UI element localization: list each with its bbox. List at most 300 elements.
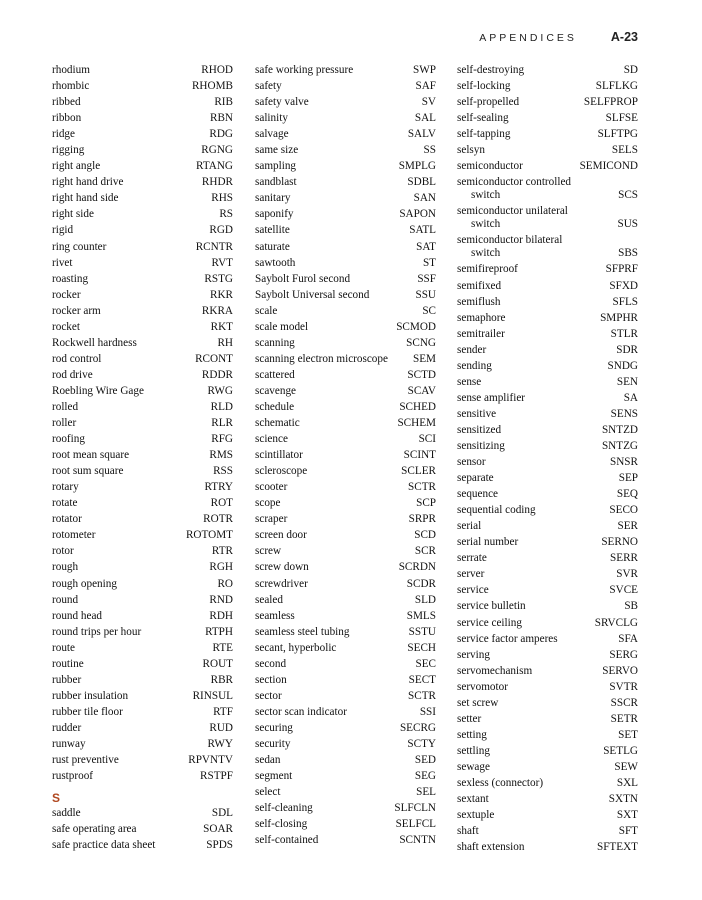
entry-term: scavenge xyxy=(255,384,296,397)
index-entry xyxy=(52,96,233,109)
index-entry xyxy=(255,738,436,751)
index-entry xyxy=(457,80,638,93)
entry-abbreviation: SETLG xyxy=(603,744,638,757)
entry-abbreviation: SCTY xyxy=(407,737,436,750)
entry-abbreviation: SFLS xyxy=(612,295,638,308)
index-entry xyxy=(255,610,436,623)
column-3 xyxy=(457,64,638,857)
entry-abbreviation: SXT xyxy=(616,809,638,822)
entry-abbreviation: RGH xyxy=(209,561,233,574)
index-entry xyxy=(255,497,436,510)
entry-term-continuation: switch xyxy=(471,247,501,260)
index-entry xyxy=(255,144,436,157)
entry-term: rust preventive xyxy=(52,754,119,767)
index-entry xyxy=(457,745,638,758)
entry-term: rough opening xyxy=(52,577,117,590)
entry-abbreviation: SNDG xyxy=(607,359,638,372)
entry-abbreviation: SCTD xyxy=(407,368,436,381)
entry-term: schedule xyxy=(255,400,295,413)
entry-term: scattered xyxy=(255,368,295,381)
index-entry xyxy=(255,690,436,703)
entry-abbreviation: SFXD xyxy=(609,279,638,292)
entry-term: sewage xyxy=(457,760,490,773)
index-entry xyxy=(255,754,436,767)
entry-abbreviation: RKRA xyxy=(201,304,233,317)
entry-term: roofing xyxy=(52,433,85,446)
index-entry xyxy=(457,568,638,581)
entry-term: roasting xyxy=(52,272,89,285)
index-entry xyxy=(457,112,638,125)
entry-abbreviation: SEN xyxy=(616,375,638,388)
entry-term: serial xyxy=(457,520,482,533)
index-entry xyxy=(457,424,638,437)
index-entry xyxy=(255,561,436,574)
entry-term: section xyxy=(255,673,287,686)
entry-abbreviation: SMLS xyxy=(406,609,436,622)
entry-term: rolled xyxy=(52,400,79,413)
index-entry xyxy=(457,376,638,389)
entry-abbreviation: RKR xyxy=(209,288,233,301)
entry-term: right side xyxy=(52,208,94,221)
entry-term: scleroscope xyxy=(255,465,308,478)
entry-term: self-cleaning xyxy=(255,802,313,815)
index-entry xyxy=(457,328,638,341)
entry-abbreviation: SFT xyxy=(618,825,638,838)
index-entry xyxy=(457,841,638,854)
index-entry xyxy=(255,273,436,286)
entry-abbreviation: RO xyxy=(217,577,233,590)
index-entry xyxy=(52,257,233,270)
entry-abbreviation: SSI xyxy=(419,705,436,718)
index-entry xyxy=(255,529,436,542)
entry-term: sampling xyxy=(255,160,297,173)
entry-term: safe working pressure xyxy=(255,64,354,76)
entry-abbreviation: SCP xyxy=(416,497,436,510)
entry-term: servomechanism xyxy=(457,664,533,677)
index-entry xyxy=(255,706,436,719)
index-entry xyxy=(52,273,233,286)
entry-term: serrate xyxy=(457,552,487,565)
entry-term: self-closing xyxy=(255,818,308,831)
entry-term: seamless steel tubing xyxy=(255,625,350,638)
index-entry xyxy=(255,128,436,141)
entry-abbreviation: SDR xyxy=(616,343,638,356)
entry-abbreviation: SVR xyxy=(616,568,638,581)
entry-term: semaphore xyxy=(457,311,506,324)
entry-term: self-destroying xyxy=(457,64,525,76)
entry-term: securing xyxy=(255,721,293,734)
entry-abbreviation: SCAV xyxy=(407,384,436,397)
entry-abbreviation: RSS xyxy=(213,465,233,478)
entry-term: schematic xyxy=(255,417,300,430)
page-header xyxy=(479,30,638,50)
entry-abbreviation: RVT xyxy=(211,256,233,269)
index-entry xyxy=(457,488,638,501)
entry-term: sequential coding xyxy=(457,504,536,517)
index-entry xyxy=(52,738,233,751)
entry-term: safe operating area xyxy=(52,823,137,836)
index-entry xyxy=(255,417,436,430)
entry-abbreviation: SOAR xyxy=(203,823,233,836)
entry-abbreviation: SALV xyxy=(407,128,436,141)
entry-term: rotate xyxy=(52,497,78,510)
entry-term: rocket xyxy=(52,320,80,333)
entry-abbreviation: SCTR xyxy=(408,689,436,702)
entry-term: rod drive xyxy=(52,368,93,381)
entry-term: scraper xyxy=(255,513,288,526)
index-entry xyxy=(457,697,638,710)
entry-abbreviation: SCTR xyxy=(408,481,436,494)
entry-term: safe practice data sheet xyxy=(52,839,156,852)
index-entry xyxy=(52,642,233,655)
entry-term: screen door xyxy=(255,529,307,542)
entry-abbreviation: SS xyxy=(423,144,436,157)
entry-term: serial number xyxy=(457,536,519,549)
entry-abbreviation: SCHEM xyxy=(397,417,436,430)
running-head: APPENDICES xyxy=(479,32,577,44)
index-entry xyxy=(52,513,233,526)
index-entry xyxy=(52,823,233,836)
entry-term: second xyxy=(255,657,287,670)
index-entry xyxy=(457,263,638,276)
entry-abbreviation: SAF xyxy=(415,80,436,93)
index-entry xyxy=(457,440,638,453)
index-entry xyxy=(457,793,638,806)
entry-abbreviation: SELS xyxy=(611,144,638,157)
entry-abbreviation: STLR xyxy=(610,327,638,340)
entry-term: science xyxy=(255,433,288,446)
entry-term: scintillator xyxy=(255,449,303,462)
entry-abbreviation: SSTU xyxy=(408,625,436,638)
entry-abbreviation: SMPLG xyxy=(398,160,436,173)
entry-abbreviation: RWY xyxy=(207,737,233,750)
index-entry xyxy=(255,289,436,302)
entry-abbreviation: SC xyxy=(422,304,436,317)
index-entry xyxy=(52,401,233,414)
index-entry xyxy=(52,241,233,254)
entry-abbreviation: SLFSE xyxy=(605,112,638,125)
index-entry xyxy=(457,392,638,405)
index-entry xyxy=(255,305,436,318)
index-entry xyxy=(457,456,638,469)
entry-abbreviation: SXL xyxy=(616,776,638,789)
index-entry xyxy=(255,337,436,350)
entry-term: sensitized xyxy=(457,423,502,436)
index-entry xyxy=(255,64,436,77)
index-entry xyxy=(255,112,436,125)
index-entry xyxy=(52,64,233,77)
index-entry xyxy=(457,160,638,173)
index-entry xyxy=(52,594,233,607)
entry-abbreviation: RDH xyxy=(209,609,233,622)
entry-abbreviation: SRPR xyxy=(408,513,436,526)
entry-term: rigid xyxy=(52,224,74,237)
index-entry xyxy=(457,633,638,646)
index-entry xyxy=(52,192,233,205)
entry-term: sender xyxy=(457,343,487,356)
entry-term: roller xyxy=(52,417,77,430)
index-entry xyxy=(457,144,638,157)
entry-abbreviation: SSCR xyxy=(610,696,638,709)
entry-abbreviation: RSTG xyxy=(204,272,233,285)
entry-abbreviation: ROUT xyxy=(202,657,233,670)
entry-term-line: semiconductor controlled xyxy=(457,176,572,189)
entry-term: rhombic xyxy=(52,80,90,93)
entry-abbreviation: SCR xyxy=(414,545,436,558)
index-entry xyxy=(52,770,233,783)
entry-term: select xyxy=(255,786,281,799)
entry-term: rotary xyxy=(52,481,79,494)
column-2 xyxy=(255,64,436,850)
entry-term: routine xyxy=(52,657,84,670)
entry-abbreviation: SCLER xyxy=(401,465,436,478)
entry-term: round trips per hour xyxy=(52,625,142,638)
entry-abbreviation: SWP xyxy=(412,64,436,76)
entry-abbreviation: RGNG xyxy=(201,144,233,157)
index-entry xyxy=(255,642,436,655)
entry-abbreviation: SLFLKG xyxy=(595,80,638,93)
index-entry xyxy=(255,241,436,254)
entry-abbreviation: SCI xyxy=(418,433,436,446)
entry-term: settling xyxy=(457,744,490,757)
entry-term: server xyxy=(457,568,485,581)
entry-term: saddle xyxy=(52,807,81,820)
index-entry xyxy=(457,665,638,678)
entry-term: selsyn xyxy=(457,144,485,157)
entry-abbreviation: ROTR xyxy=(203,513,233,526)
index-entry xyxy=(52,497,233,510)
index-entry xyxy=(52,321,233,334)
entry-term: ridge xyxy=(52,128,75,141)
entry-term-line: semiconductor bilateral xyxy=(457,234,563,247)
entry-abbreviation: SDL xyxy=(211,807,233,820)
entry-abbreviation: SEQ xyxy=(616,488,638,501)
entry-abbreviation: RGD xyxy=(209,224,233,237)
entry-abbreviation: SERNO xyxy=(601,536,638,549)
entry-abbreviation: RHOMB xyxy=(191,80,233,93)
index-entry xyxy=(255,658,436,671)
entry-term xyxy=(457,176,571,202)
entry-abbreviation: RPVNTV xyxy=(188,754,233,767)
entry-term: rubber xyxy=(52,673,82,686)
entry-abbreviation: RIB xyxy=(214,96,233,109)
entry-abbreviation: RTPH xyxy=(205,625,233,638)
index-entry xyxy=(255,176,436,189)
entry-abbreviation: SNSR xyxy=(610,456,638,469)
entry-abbreviation: SSF xyxy=(417,272,436,285)
index-entry xyxy=(457,617,638,630)
entry-abbreviation: RND xyxy=(209,593,233,606)
entry-abbreviation: RTE xyxy=(212,641,233,654)
index-entry xyxy=(52,529,233,542)
entry-term: Rockwell hardness xyxy=(52,336,137,349)
entry-term: same size xyxy=(255,144,299,157)
index-entry xyxy=(457,280,638,293)
index-entry xyxy=(255,674,436,687)
entry-term: screwdriver xyxy=(255,577,308,590)
entry-abbreviation: SCNTN xyxy=(399,834,436,847)
entry-term: sensitive xyxy=(457,407,497,420)
entry-term: sensor xyxy=(457,456,486,469)
entry-term: ring counter xyxy=(52,240,107,253)
entry-term: rubber insulation xyxy=(52,689,129,702)
entry-abbreviation: SLFTPG xyxy=(597,128,638,141)
index-entry xyxy=(457,360,638,373)
entry-term: self-sealing xyxy=(457,112,509,125)
index-entry xyxy=(457,96,638,109)
entry-abbreviation: SA xyxy=(623,391,638,404)
index-entry xyxy=(457,344,638,357)
entry-abbreviation: RSTPF xyxy=(200,770,233,783)
entry-term: scope xyxy=(255,497,281,510)
entry-term: screw down xyxy=(255,561,309,574)
index-entry xyxy=(255,465,436,478)
index-entry xyxy=(52,353,233,366)
entry-abbreviation: SCD xyxy=(414,529,436,542)
index-entry xyxy=(52,160,233,173)
entry-term: round head xyxy=(52,609,103,622)
entry-abbreviation: SER xyxy=(617,520,638,533)
entry-term: rustproof xyxy=(52,770,94,783)
entry-abbreviation: RLR xyxy=(211,417,233,430)
entry-term: rudder xyxy=(52,721,82,734)
index-entry xyxy=(457,825,638,838)
entry-term: Saybolt Universal second xyxy=(255,288,370,301)
entry-term: scanning electron microscope xyxy=(255,352,388,365)
entry-term: semitrailer xyxy=(457,327,505,340)
entry-abbreviation: SCINT xyxy=(403,449,436,462)
entry-term: sexless (connector) xyxy=(457,776,544,789)
entry-term: service factor amperes xyxy=(457,632,558,645)
entry-term: set screw xyxy=(457,696,499,709)
entry-abbreviation: RLD xyxy=(210,400,233,413)
entry-abbreviation: SET xyxy=(618,728,638,741)
index-entry xyxy=(52,465,233,478)
entry-term: saponify xyxy=(255,208,294,221)
entry-abbreviation: RH xyxy=(217,336,233,349)
index-entry xyxy=(457,234,638,260)
entry-term: root mean square xyxy=(52,449,130,462)
index-entry xyxy=(255,626,436,639)
index-entry xyxy=(457,296,638,309)
index-entry xyxy=(52,690,233,703)
entry-abbreviation: RUD xyxy=(209,721,233,734)
index-entry xyxy=(457,809,638,822)
entry-abbreviation: SEW xyxy=(614,760,638,773)
entry-term: semifixed xyxy=(457,279,502,292)
entry-term: rubber tile floor xyxy=(52,705,123,718)
index-entry xyxy=(52,674,233,687)
entry-term: self-locking xyxy=(457,80,511,93)
index-entry xyxy=(457,777,638,790)
index-entry xyxy=(52,417,233,430)
entry-abbreviation: SAL xyxy=(414,112,436,125)
entry-abbreviation: SENS xyxy=(610,407,638,420)
index-entry xyxy=(255,353,436,366)
entry-term: salvage xyxy=(255,128,289,141)
index-entry xyxy=(457,64,638,77)
entry-term: satellite xyxy=(255,224,290,237)
entry-abbreviation: RHDR xyxy=(201,176,233,189)
entry-term: setting xyxy=(457,728,487,741)
index-entry xyxy=(52,481,233,494)
entry-abbreviation: RMS xyxy=(209,449,233,462)
index-entry xyxy=(255,433,436,446)
entry-abbreviation: SVTR xyxy=(609,680,638,693)
entry-abbreviation: SFA xyxy=(618,632,638,645)
entry-term: sedan xyxy=(255,754,281,767)
entry-term: segment xyxy=(255,770,293,783)
entry-abbreviation: RWG xyxy=(207,384,233,397)
entry-term: sawtooth xyxy=(255,256,296,269)
entry-abbreviation: SDBL xyxy=(407,176,436,189)
entry-term: rigging xyxy=(52,144,85,157)
index-entry xyxy=(457,312,638,325)
entry-term: service bulletin xyxy=(457,600,526,613)
entry-abbreviation: SECO xyxy=(609,504,638,517)
entry-term: shaft extension xyxy=(457,841,525,854)
index-entry xyxy=(52,578,233,591)
entry-abbreviation: RHOD xyxy=(201,64,233,76)
entry-term: right hand side xyxy=(52,192,119,205)
entry-term: sanitary xyxy=(255,192,291,205)
index-entry xyxy=(52,224,233,237)
index-entry xyxy=(255,818,436,831)
entry-abbreviation: SELFCL xyxy=(395,818,436,831)
entry-abbreviation: RCONT xyxy=(195,352,233,365)
entry-abbreviation: ROT xyxy=(210,497,233,510)
entry-term: right hand drive xyxy=(52,176,124,189)
entry-abbreviation: SEMICOND xyxy=(579,160,638,173)
entry-abbreviation: SLD xyxy=(414,593,436,606)
entry-abbreviation: SECRG xyxy=(399,721,436,734)
entry-abbreviation: SVCE xyxy=(609,584,638,597)
index-entry xyxy=(255,401,436,414)
entry-abbreviation: SB xyxy=(624,600,638,613)
entry-term: root sum square xyxy=(52,465,124,478)
index-entry xyxy=(52,433,233,446)
index-entry xyxy=(457,176,638,202)
entry-term: saturate xyxy=(255,240,290,253)
entry-term: scale model xyxy=(255,320,309,333)
index-entry xyxy=(52,208,233,221)
entry-term: Saybolt Furol second xyxy=(255,272,351,285)
section-letter: S xyxy=(52,791,61,806)
index-entry xyxy=(255,449,436,462)
entry-term: rotor xyxy=(52,545,74,558)
index-entry xyxy=(255,481,436,494)
entry-abbreviation: SECT xyxy=(408,673,436,686)
entry-abbreviation: SEC xyxy=(415,657,436,670)
entry-abbreviation: SERVO xyxy=(602,664,638,677)
entry-term xyxy=(457,205,568,231)
index-entry xyxy=(52,80,233,93)
entry-abbreviation: SCS xyxy=(618,189,638,202)
index-entry xyxy=(255,722,436,735)
entry-term: semiflush xyxy=(457,295,501,308)
entry-term: scooter xyxy=(255,481,288,494)
entry-term: self-contained xyxy=(255,834,319,847)
entry-term: sequence xyxy=(457,488,498,501)
entry-term-continuation: switch xyxy=(471,218,501,231)
entry-abbreviation: RTF xyxy=(213,705,233,718)
entry-term: serving xyxy=(457,648,490,661)
entry-term: sensitizing xyxy=(457,439,505,452)
index-entry xyxy=(255,80,436,93)
index-entry xyxy=(52,839,233,852)
entry-term: sextuple xyxy=(457,809,495,822)
entry-term: sense amplifier xyxy=(457,391,526,404)
